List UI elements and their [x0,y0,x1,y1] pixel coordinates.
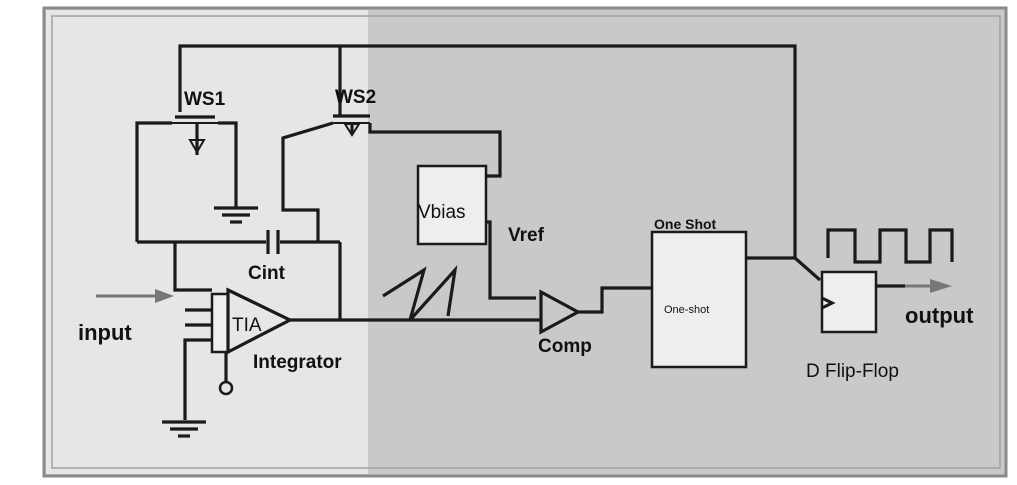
output-label: output [905,303,974,328]
comp-label: Comp [538,336,592,357]
one-shot-inner-label: One-shot [664,304,710,316]
tia-label: TIA [232,315,262,336]
one-shot-title: One Shot [654,216,717,232]
ws1-label: WS1 [184,89,226,110]
vref-label: Vref [508,225,544,246]
vbias-label: Vbias [418,202,466,223]
dff-label: D Flip-Flop [806,361,899,382]
integrator-label: Integrator [253,352,342,373]
input-label: input [78,320,132,345]
cint-label: Cint [248,263,285,284]
ws2-label: WS2 [335,87,377,108]
